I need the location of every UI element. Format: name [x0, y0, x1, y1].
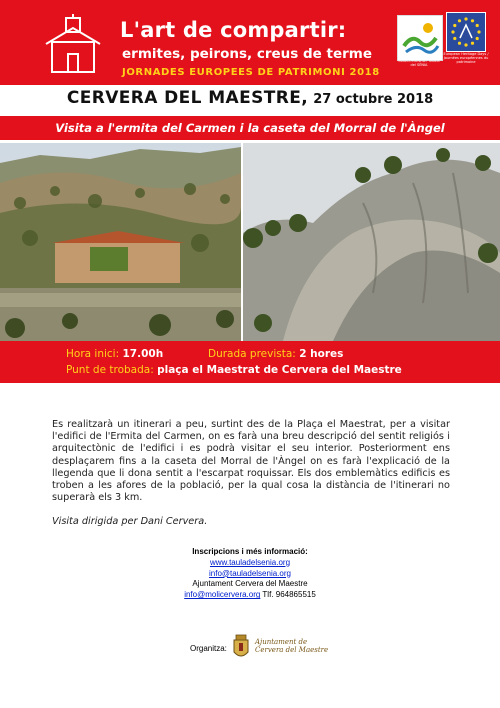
- organizer-name-line2: Cervera del Maestre: [255, 646, 329, 654]
- morral-angel-photo: [243, 143, 500, 341]
- mancomunitat-logo-icon: [397, 15, 443, 61]
- event-date: 27 octubre 2018: [313, 92, 434, 107]
- start-time-value: 17.00h: [122, 348, 164, 360]
- duration-label: Durada prevista:: [208, 348, 296, 360]
- organization-name: Ajuntament Cervera del Maestre: [192, 579, 308, 589]
- organizer-label: Organitza:: [190, 644, 227, 653]
- hermitage-icon: [38, 14, 108, 76]
- organizer-name-line1: Ajuntament de: [255, 638, 308, 646]
- start-time-label: Hora inici:: [66, 348, 120, 360]
- organizer-name: [255, 638, 328, 654]
- contact-block: [0, 547, 500, 601]
- contact-heading: Inscripcions i més informació:: [192, 547, 308, 556]
- visit-title: Visita a l'ermita del Carmen i la caseta del Morral de l'Àngel: [55, 121, 445, 135]
- hermitage-photo: [0, 143, 241, 341]
- event-heading: [0, 88, 500, 114]
- main-title: L'art de compartir:: [120, 18, 347, 42]
- meeting-point-label: Punt de trobada:: [66, 364, 154, 376]
- european-heritage-logo-icon: [446, 12, 486, 52]
- municipal-seal-icon: [232, 634, 250, 660]
- website-link[interactable]: www.tauladelsenia.org: [209, 557, 291, 567]
- mancomunitat-label: MANCOMUNITAT TAULA del SÉNIA: [398, 59, 440, 67]
- description-text: Es realitzarà un itinerari a peu, surtint des de la Plaça el Maestrat, per a visitar l'edifici de l'Ermita del Carmen, on es farà una breu descripció del sentit religiós i arquitectònic de l'edifici i es podrà visitar el seu interior. Posteriorment ens desplaçarem fins a la caseta del Morral de l'Àngel on es farà l'explicació de la llegenda que li dona sentit a l'escarpat roquissar. Els dos emblemàtics edificis es troben a les afores de la població, per la qual cosa la distància de l'itinerari no superarà els 3 km.: [52, 419, 450, 504]
- sub-title: ermites, peirons, creus de terme: [122, 46, 373, 62]
- duration-value: 2 hores: [299, 348, 344, 360]
- organization-email-link[interactable]: info@molicervera.org: [184, 590, 261, 600]
- event-series-label: JORNADES EUROPEES DE PATRIMONI 2018: [122, 67, 380, 78]
- duration: [208, 348, 343, 360]
- email-link[interactable]: info@tauladelsenia.org: [209, 568, 291, 578]
- european-heritage-label: European Heritage Days / Journées européennes du patrimoine: [443, 52, 489, 64]
- phone-number: Tlf. 964865515: [262, 590, 316, 600]
- start-time: [66, 348, 163, 360]
- meeting-point: [66, 364, 402, 376]
- meeting-point-value: plaça el Maestrat de Cervera del Maestre: [157, 364, 402, 376]
- event-place: CERVERA DEL MAESTRE,: [66, 88, 309, 108]
- guide-text: Visita dirigida per Dani Cervera.: [52, 516, 208, 527]
